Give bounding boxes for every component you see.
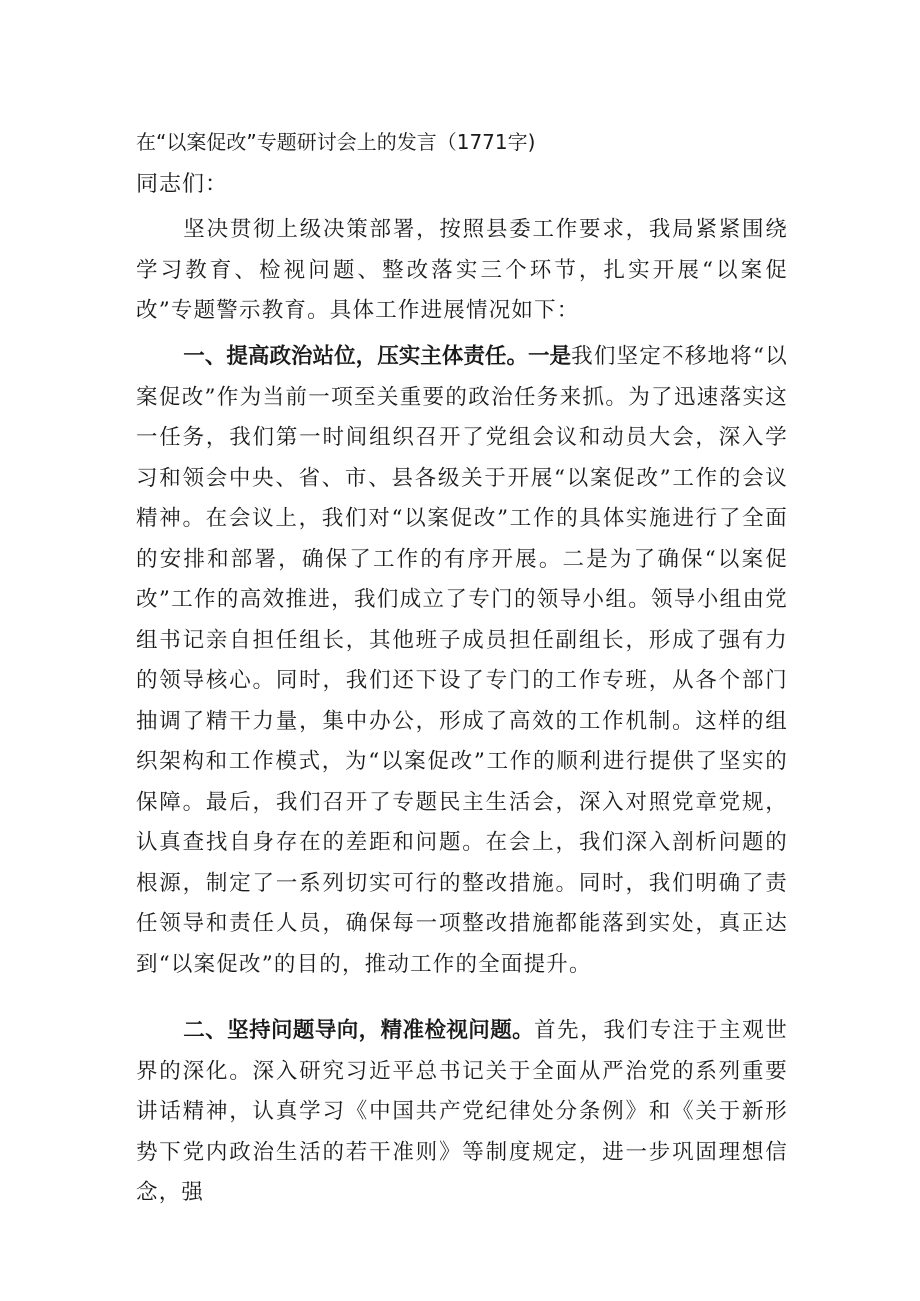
paragraph-text: 首先，我们专注于主观世界的深化。深入研究习近平总书记关于全面从严治党的系列重要讲话精神，认真学习《中国共产党纪律处分条例》和《关于新形势下党内政治生活的若干准则》等制度规定，进一步巩固理想信念，强: [136, 1018, 788, 1205]
paragraph-section-two: [136, 1011, 788, 1214]
paragraph-text: 坚决贯彻上级决策部署，按照县委工作要求，我局紧紧围绕学习教育、检视问题、整改落实三个环节，扎实开展“以案促改”专题警示教育。具体工作进展情况如下：: [136, 217, 788, 323]
paragraph-section-one: [136, 337, 788, 985]
section-heading: 一、提高政治站位，压实主体责任。一是: [183, 344, 572, 369]
paragraph-intro: [136, 210, 788, 332]
section-heading: 二、坚持问题导向，精准检视问题。: [183, 1018, 535, 1043]
salutation: 同志们：: [136, 172, 229, 197]
document-title: 在“以案促改”专题研讨会上的发言（1771字): [136, 130, 536, 154]
paragraph-text: 我们坚定不移地将“以案促改”作为当前一项至关重要的政治任务来抓。为了迅速落实这一任务，我们第一时间组织召开了党组会议和动员大会，深入学习和领会中央、省、市、县各级关于开展“以案促改”工作的会议精神。在会议上，我们对“以案促改”工作的具体实施进行了全面的安排和部署，确保了工作的有序开展。二是为了确保“以案促改”工作的高效推进，我们成立了专门的领导小组。领导小组由党组书记亲自担任组长，其他班子成员担任副组长，形成了强有力的领导核心。同时，我们还下设了专门的工作专班，从各个部门抽调了精干力量，集中办公，形成了高效的工作机制。这样的组织架构和工作模式，为“以案促改”工作的顺利进行提供了坚实的保障。最后，我们召开了专题民主生活会，深入对照党章党规，认真查找自身存在的差距和问题。在会上，我们深入剖析问题的根源，制定了一系列切实可行的整改措施。同时，我们明确了责任领导和责任人员，确保每一项整改措施都能落到实处，真正达到“以案促改”的目的，推动工作的全面提升。: [136, 344, 788, 977]
